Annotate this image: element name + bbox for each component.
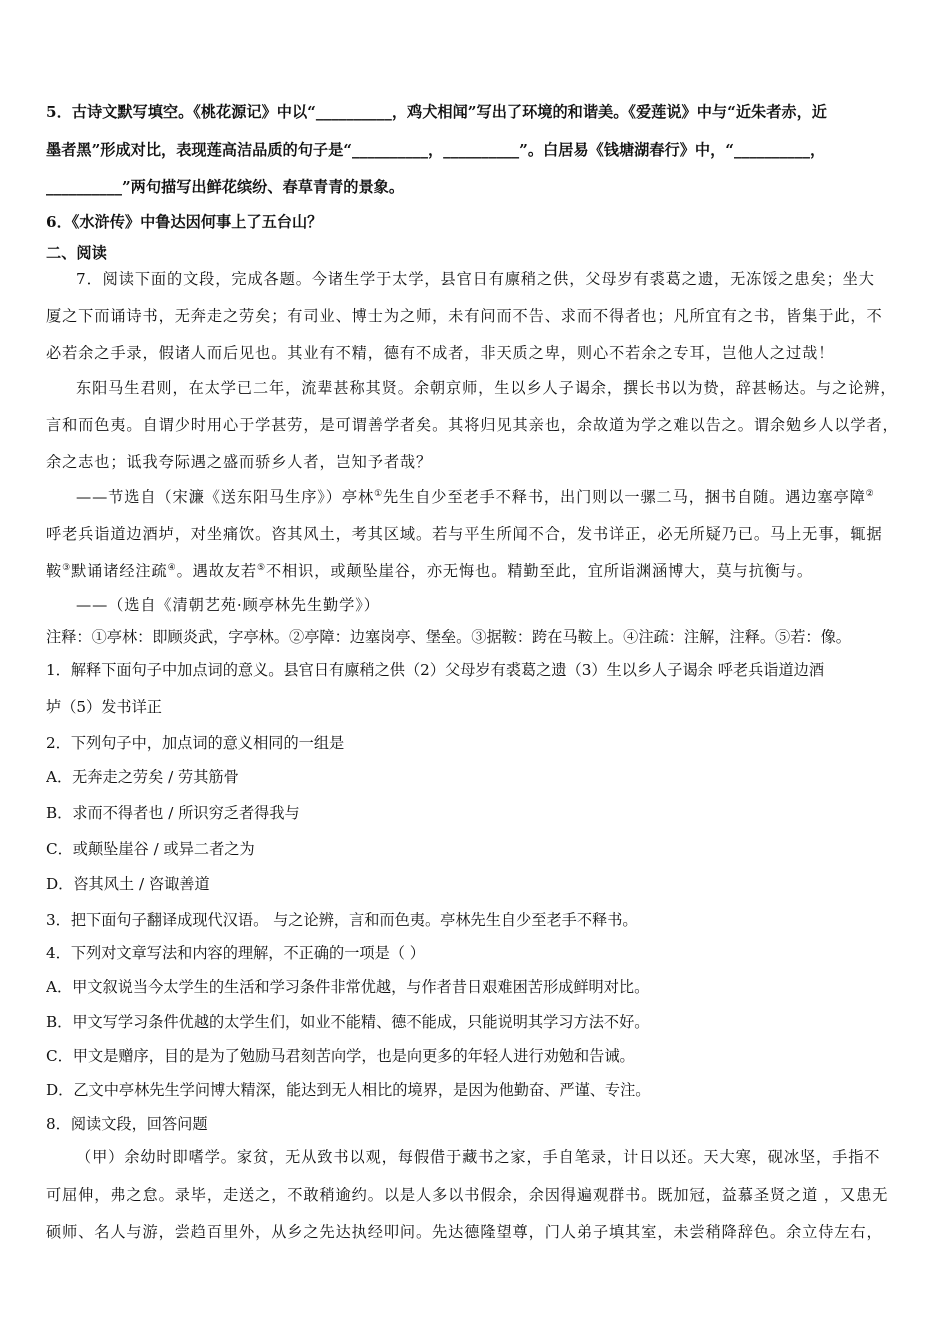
option-d: D．乙文中亭林先生学问博大精深，能达到无人相比的境界，是因为他勤奋、严谨、专注。 bbox=[46, 1081, 651, 1099]
q7-passage-line: 必若余之手录，假诸人而后见也。其业有不精，德有不成者，非天质之卑，则心不若余之专耳，岂他人之过哉！ bbox=[46, 344, 835, 362]
footnote-mark: ④ bbox=[167, 562, 177, 573]
q8-title: 8．阅读文段，回答问题 bbox=[46, 1115, 208, 1133]
option-b: B．求而不得者也 / 所识穷乏者得我与 bbox=[46, 804, 300, 822]
q7-passage-b-line bbox=[76, 486, 910, 508]
passage-text: 先生自少至老手不释书，出门则以一骡二马，捆书自随。遇边塞亭障 bbox=[383, 488, 866, 506]
q7-sub1-line-2: 垆（5）发书详正 bbox=[46, 698, 162, 716]
q7-passage-line: 厦之下而诵诗书，无奔走之劳矣；有司业、博士为之师，未有问而不告、求而不得者也；凡所宜有之书，皆集于此，不 bbox=[46, 307, 883, 325]
option-a: A．无奔走之劳矣 / 劳其筋骨 bbox=[46, 768, 239, 786]
q7-passage-line: 言和而色夷。自谓少时用心于学甚劳，是可谓善学者矣。其将归见其亲也，余故道为学之难以告之。谓余勉乡人以学者， bbox=[46, 416, 899, 434]
option-b: B．甲文写学习条件优越的太学生们，如业不能精、德不能成，只能说明其学习方法不好。 bbox=[46, 1013, 650, 1031]
option-c: C．甲文是赠序，目的是为了勉励马君刻苦向学，也是向更多的年轻人进行劝勉和告诫。 bbox=[46, 1047, 635, 1065]
q7-passage-line: 余之志也；诋我夸际遇之盛而骄乡人者，岂知予者哉？ bbox=[46, 453, 433, 471]
q8-passage-line: 可屈伸，弗之怠。录毕，走送之，不敢稍逾约。以是人多以书假余，余因得遍观群书。既加冠，益慕圣贤之道 ，又患无 bbox=[46, 1186, 889, 1204]
q5-line-2: 墨者黑”形成对比，表现莲高洁品质的句子是“__________，__________”。白居易《钱塘湖春行》中，“__________， bbox=[46, 141, 826, 159]
passage-text: 不相识，或颠坠崖谷，亦无悔也。精勤至此，宜所诣渊涵博大，莫与抗衡与。 bbox=[265, 562, 813, 580]
passage-text: 鞍 bbox=[46, 562, 63, 580]
option-c: C．或颠坠崖谷 / 或异二者之为 bbox=[46, 840, 255, 858]
q5-line-3: __________”两句描写出鲜花缤纷、春草青青的景象。 bbox=[46, 178, 405, 196]
q7-passage-b-line bbox=[46, 560, 910, 582]
section-reading-heading: 二、阅读 bbox=[46, 244, 107, 262]
footnote-mark: ① bbox=[374, 488, 384, 499]
option-d: D．咨其风土 / 咨诹善道 bbox=[46, 875, 210, 893]
option-a: A．甲文叙说当今太学生的生活和学习条件非常优越，与作者昔日艰难困苦形成鲜明对比。 bbox=[46, 978, 650, 996]
footnote-mark: ③ bbox=[62, 562, 72, 573]
q5-line-1: 5．古诗文默写填空。《桃花源记》中以“__________，鸡犬相闻”写出了环境的和谐美。《爱莲说》中与“近朱者赤，近 bbox=[46, 103, 827, 121]
q7-sub1-line-1: 1．解释下面句子中加点词的意义。县官日有廪稍之供（2）父母岁有裘葛之遗（3）生以乡人子谒余 呼老兵诣道边酒 bbox=[46, 661, 825, 679]
passage-text: 。遇故友若 bbox=[176, 562, 257, 580]
q7-passage-line: 东阳马生君则，在太学已二年，流辈甚称其贤。余朝京师，生以乡人子谒余，撰长书以为贽，辞甚畅达。与之论辨， bbox=[76, 379, 897, 397]
passage-text: 默诵诸经注疏 bbox=[71, 562, 168, 580]
passage-source: ——（选自《清朝艺苑·顾亭林先生勤学》） bbox=[76, 596, 380, 614]
q7-passage-b-line: 呼老兵诣道边酒垆，对坐痛饮。咨其风土，考其区域。若与平生所闻不合，发书详正，必无所疑乃已。马上无事，辄据 bbox=[46, 525, 883, 543]
q7-sub4-question: 4．下列对文章写法和内容的理解，不正确的一项是（ ） bbox=[46, 944, 425, 962]
q8-passage-line: （甲）余幼时即嗜学。家贫，无从致书以观，每假借于藏书之家，手自笔录，计日以还。天大寒，砚冰坚，手指不 bbox=[76, 1148, 881, 1166]
passage-text: ——节选自（宋濂《送东阳马生序》）亭林 bbox=[76, 488, 375, 506]
footnote-mark: ② bbox=[865, 488, 875, 499]
q7-sub2-question: 2．下列句子中，加点词的意义相同的一组是 bbox=[46, 734, 345, 752]
q6-question: 6．《水浒传》中鲁达因何事上了五台山？ bbox=[46, 213, 323, 231]
q7-passage-line: 7．阅读下面的文段，完成各题。今诸生学于太学，县官日有廪稍之供，父母岁有裘葛之遗，无冻馁之患矣；坐大 bbox=[76, 270, 875, 288]
q8-passage-line: 硕师、名人与游，尝趋百里外，从乡之先达执经叩问。先达德隆望尊，门人弟子填其室，未尝稍降辞色。余立侍左右， bbox=[46, 1223, 883, 1241]
annotation-notes: 注释：①亭林：即顾炎武，字亭林。②亭障：边塞岗亭、堡垒。③据鞍：跨在马鞍上。④注疏：注解，注释。⑤若：像。 bbox=[46, 628, 851, 646]
footnote-mark: ⑤ bbox=[257, 562, 266, 573]
q7-sub3-question: 3．把下面句子翻译成现代汉语。 与之论辨，言和而色夷。亭林先生自少至老手不释书。 bbox=[46, 911, 638, 929]
